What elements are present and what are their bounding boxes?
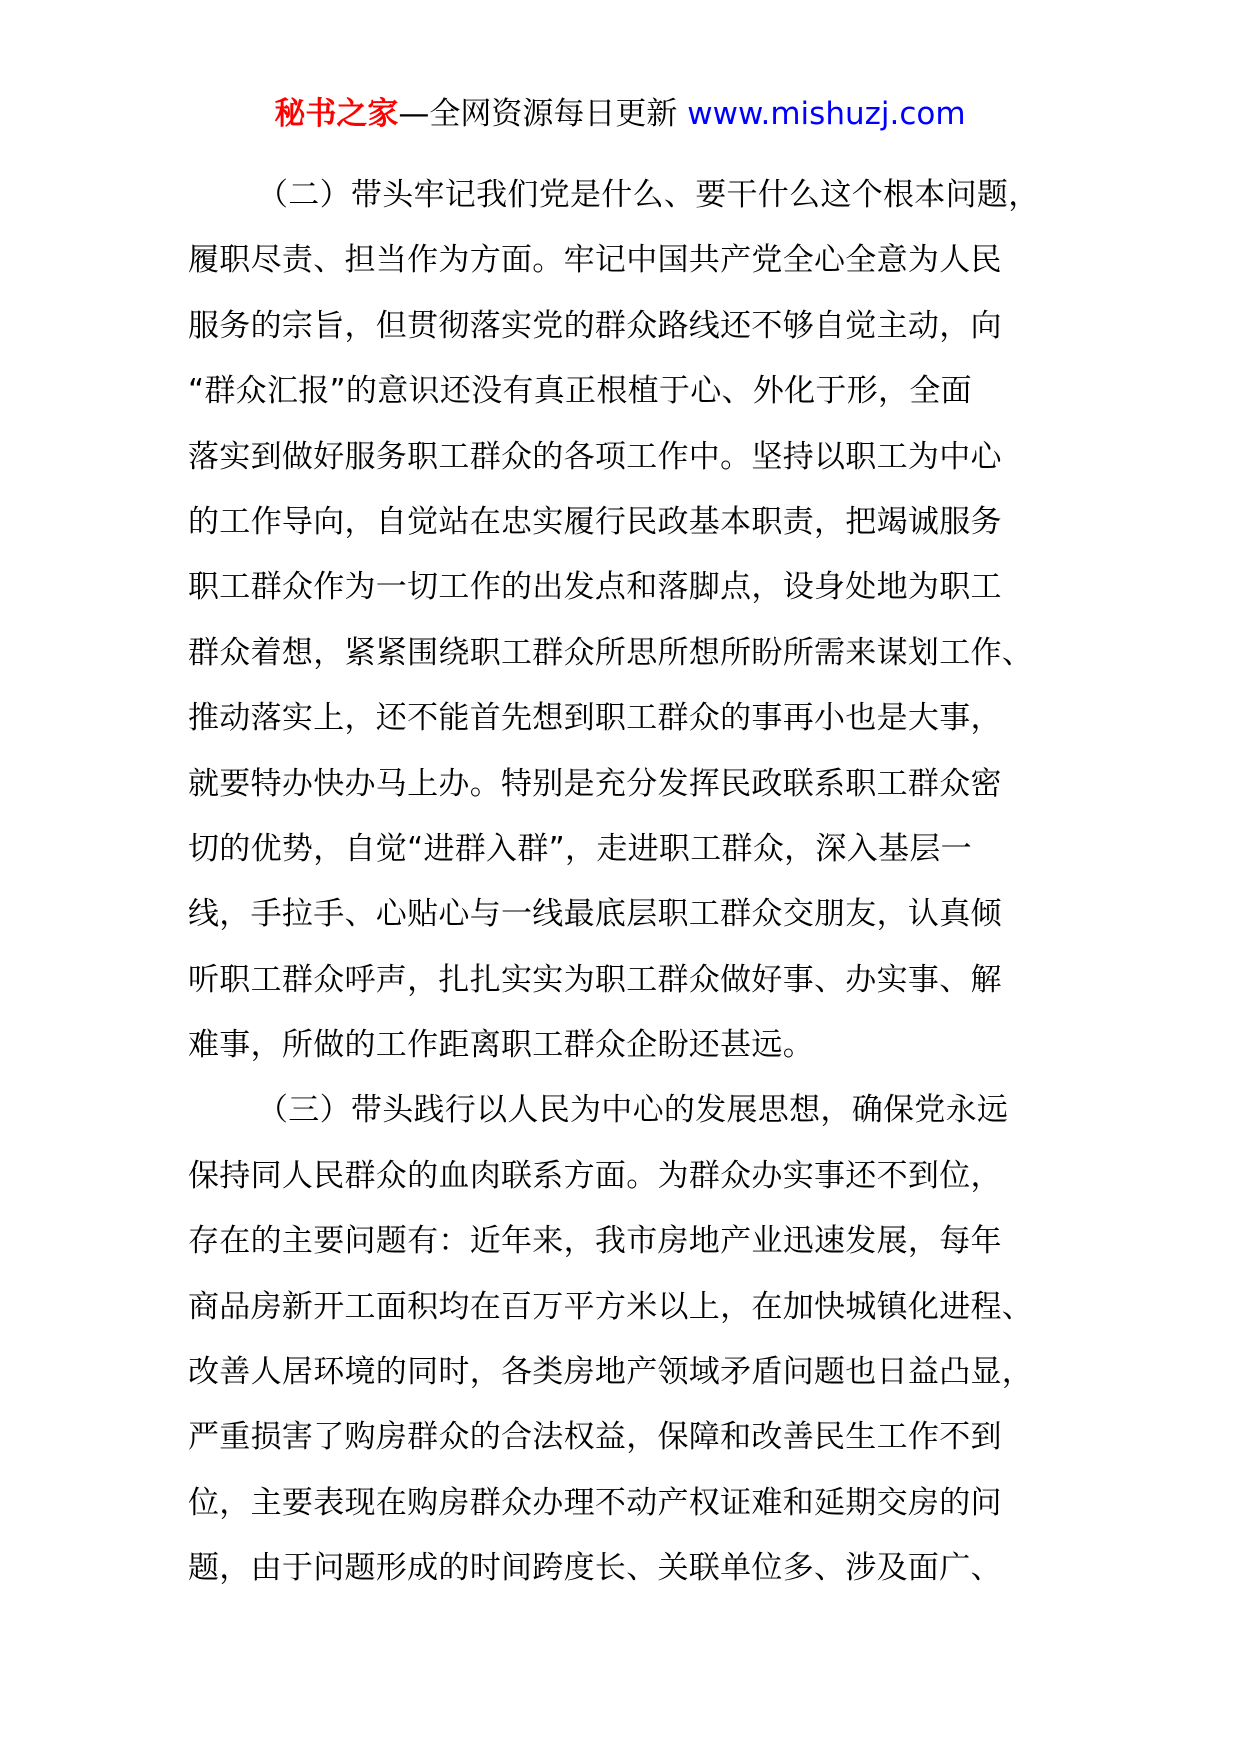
text-line: 存在的主要问题有：近年来，我市房地产业迅速发展，每年 (188, 1223, 1002, 1260)
paragraph-2 (188, 163, 1068, 1078)
paragraph-3 (188, 1078, 1068, 1601)
text-line: 职工群众作为一切工作的出发点和落脚点，设身处地为职工 (188, 569, 1002, 606)
text-line: 听职工群众呼声，扎扎实实为职工群众做好事、办实事、解 (188, 961, 1002, 998)
site-header (0, 94, 1240, 134)
text-line: 改善人居环境的同时，各类房地产领域矛盾问题也日益凸显， (188, 1354, 1034, 1391)
text-line: 难事，所做的工作距离职工群众企盼还甚远。 (188, 1027, 814, 1064)
site-url[interactable]: www.mishuzj.com (687, 96, 966, 132)
document-body (188, 163, 1068, 1602)
text-line: 的工作导向，自觉站在忠实履行民政基本职责，把竭诚服务 (188, 503, 1002, 540)
site-slogan: —全网资源每日更新 (398, 96, 688, 132)
text-line: 服务的宗旨，但贯彻落实党的群众路线还不够自觉主动，向 (188, 307, 1002, 344)
text-line: 切的优势，自觉“进群入群”，走进职工群众，深入基层一 (188, 830, 972, 867)
text-line: 就要特办快办马上办。特别是充分发挥民政联系职工群众密 (188, 765, 1002, 802)
text-line: 群众着想，紧紧围绕职工群众所思所想所盼所需来谋划工作、 (188, 634, 1034, 671)
text-line: 履职尽责、担当作为方面。牢记中国共产党全心全意为人民 (188, 242, 1002, 279)
text-line: （二）带头牢记我们党是什么、要干什么这个根本问题， (257, 177, 1040, 213)
text-line: 题，由于问题形成的时间跨度长、关联单位多、涉及面广、 (188, 1550, 1002, 1587)
text-line: （三）带头践行以人民为中心的发展思想，确保党永远 (257, 1092, 1009, 1129)
site-brand: 秘书之家 (274, 96, 399, 132)
text-line: “群众汇报”的意识还没有真正根植于心、外化于形，全面 (188, 373, 972, 410)
text-line: 严重损害了购房群众的合法权益，保障和改善民生工作不到 (188, 1419, 1002, 1456)
text-line: 推动落实上，还不能首先想到职工群众的事再小也是大事， (188, 700, 1002, 737)
text-line: 保持同人民群众的血肉联系方面。为群众办实事还不到位， (188, 1157, 1002, 1194)
text-line: 线，手拉手、心贴心与一线最底层职工群众交朋友，认真倾 (188, 896, 1002, 933)
text-line: 位，主要表现在购房群众办理不动产权证难和延期交房的问 (188, 1484, 1002, 1521)
text-line: 落实到做好服务职工群众的各项工作中。坚持以职工为中心 (188, 438, 1002, 475)
text-line: 商品房新开工面积均在百万平方米以上，在加快城镇化进程、 (188, 1288, 1034, 1325)
